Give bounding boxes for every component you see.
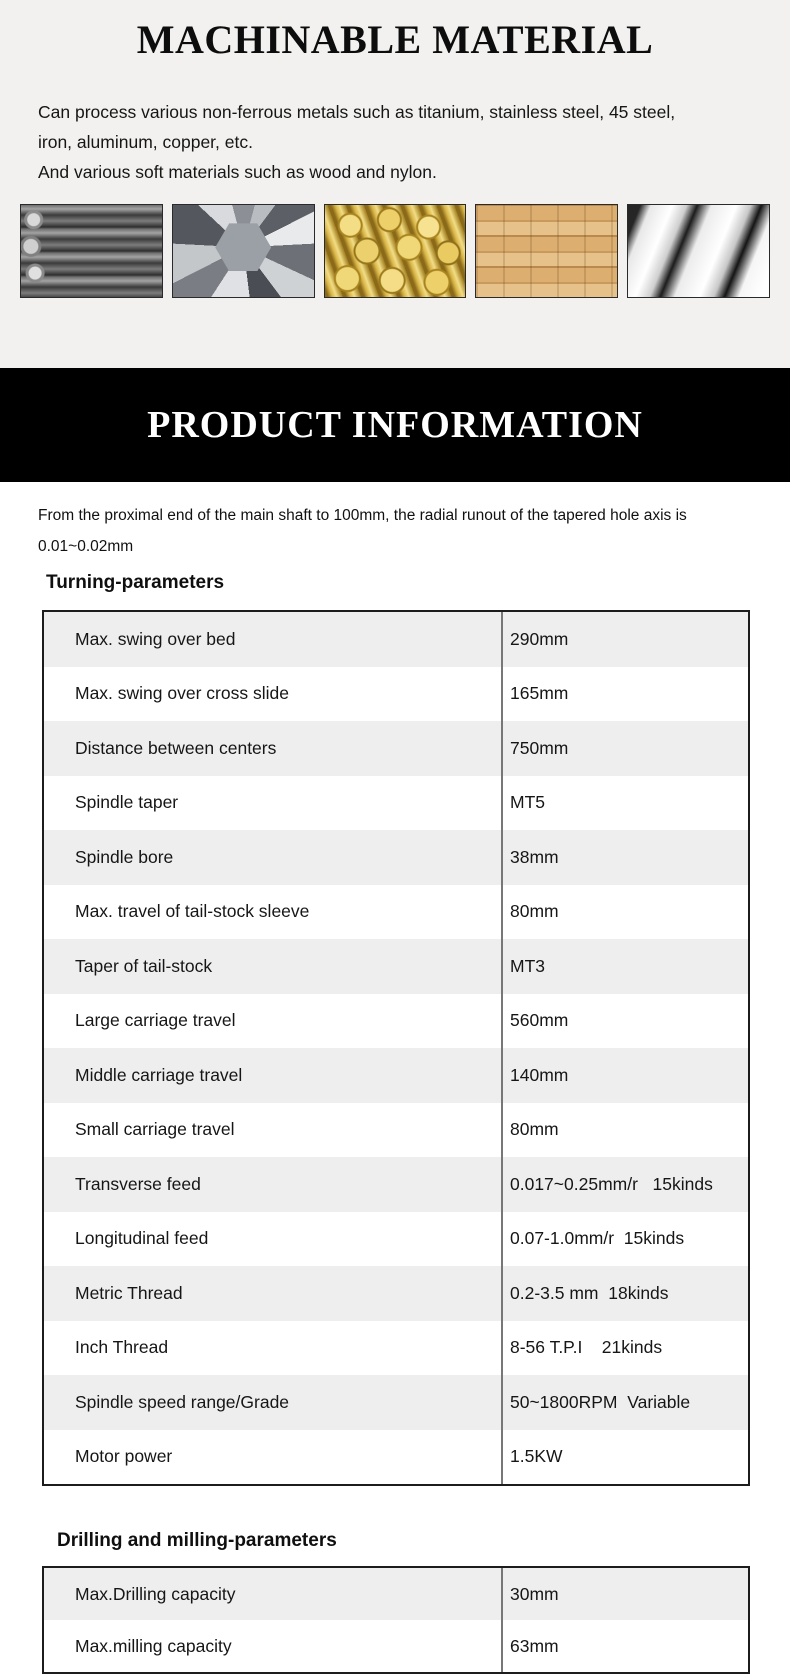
param-value: 80mm	[501, 1103, 748, 1158]
table-row	[44, 612, 748, 667]
param-value: 750mm	[501, 721, 748, 776]
table-row	[44, 1212, 748, 1267]
param-label: Max.Drilling capacity	[75, 1583, 236, 1604]
wood-lumber-photo	[475, 204, 618, 298]
description-line: And various soft materials such as wood and nylon.	[38, 162, 437, 182]
param-value: 0.2-3.5 mm 18kinds	[501, 1266, 748, 1321]
param-label: Distance between centers	[75, 737, 277, 758]
hexagonal-steel-bars-photo	[172, 204, 315, 298]
param-value: 38mm	[501, 830, 748, 885]
table-row	[44, 1620, 748, 1672]
machinable-material-section	[0, 0, 790, 368]
table-row	[44, 1103, 748, 1158]
param-label: Middle carriage travel	[75, 1064, 243, 1085]
material-photo-row	[20, 204, 770, 298]
table-row	[44, 885, 748, 940]
table-row	[44, 1375, 748, 1430]
param-label: Max. travel of tail-stock sleeve	[75, 901, 310, 922]
material-description	[38, 97, 750, 187]
param-label: Max.milling capacity	[75, 1635, 232, 1656]
runout-line: 0.01~0.02mm	[38, 538, 134, 555]
table-row	[44, 1568, 748, 1620]
param-value: 560mm	[501, 994, 748, 1049]
param-label: Max. swing over cross slide	[75, 683, 289, 704]
param-label: Spindle bore	[75, 846, 174, 867]
table-row	[44, 667, 748, 722]
table-row	[44, 994, 748, 1049]
steel-rods-photo	[20, 204, 163, 298]
param-value: 8-56 T.P.I 21kinds	[501, 1321, 748, 1376]
table-row	[44, 1430, 748, 1485]
param-value: 165mm	[501, 667, 748, 722]
param-value: 290mm	[501, 612, 748, 667]
param-label: Longitudinal feed	[75, 1228, 209, 1249]
nylon-rods-photo	[627, 204, 770, 298]
param-value: 0.017~0.25mm/r 15kinds	[501, 1157, 748, 1212]
param-value: MT3	[501, 939, 748, 994]
param-value: MT5	[501, 776, 748, 831]
brass-rods-photo	[324, 204, 467, 298]
param-value: 50~1800RPM Variable	[501, 1375, 748, 1430]
table-row	[44, 830, 748, 885]
product-information-banner	[0, 368, 790, 482]
turning-parameters-table	[42, 610, 750, 1486]
page-title: MACHINABLE MATERIAL	[136, 17, 654, 62]
param-label: Large carriage travel	[75, 1010, 236, 1031]
product-information-content	[0, 500, 790, 1674]
param-value: 140mm	[501, 1048, 748, 1103]
table-row	[44, 1266, 748, 1321]
param-label: Transverse feed	[75, 1173, 201, 1194]
param-label: Motor power	[75, 1446, 173, 1467]
param-label: Metric Thread	[75, 1282, 183, 1303]
param-value: 1.5KW	[501, 1430, 748, 1485]
param-value: 80mm	[501, 885, 748, 940]
description-line: Can process various non-ferrous metals such as titanium, stainless steel, 45 steel,	[38, 102, 676, 122]
table-row	[44, 939, 748, 994]
table-row	[44, 1157, 748, 1212]
param-value: 63mm	[501, 1620, 748, 1672]
param-label: Max. swing over bed	[75, 628, 236, 649]
runout-line: From the proximal end of the main shaft to 100mm, the radial runout of the tapered hole axis is	[38, 507, 687, 524]
runout-note	[38, 500, 745, 562]
param-label: Inch Thread	[75, 1337, 169, 1358]
banner-title: PRODUCT INFORMATION	[147, 404, 643, 446]
param-label: Small carriage travel	[75, 1119, 235, 1140]
table-row	[44, 1048, 748, 1103]
param-label: Spindle speed range/Grade	[75, 1391, 290, 1412]
drilling-milling-parameters-heading: Drilling and milling-parameters	[57, 1530, 337, 1551]
param-value: 0.07-1.0mm/r 15kinds	[501, 1212, 748, 1267]
table-row	[44, 721, 748, 776]
description-line: iron, aluminum, copper, etc.	[38, 132, 253, 152]
param-label: Taper of tail-stock	[75, 955, 213, 976]
table-row	[44, 776, 748, 831]
param-value: 30mm	[501, 1568, 748, 1620]
param-label: Spindle taper	[75, 792, 179, 813]
drilling-milling-parameters-table	[42, 1566, 750, 1674]
table-row	[44, 1321, 748, 1376]
turning-parameters-heading: Turning-parameters	[46, 572, 225, 593]
